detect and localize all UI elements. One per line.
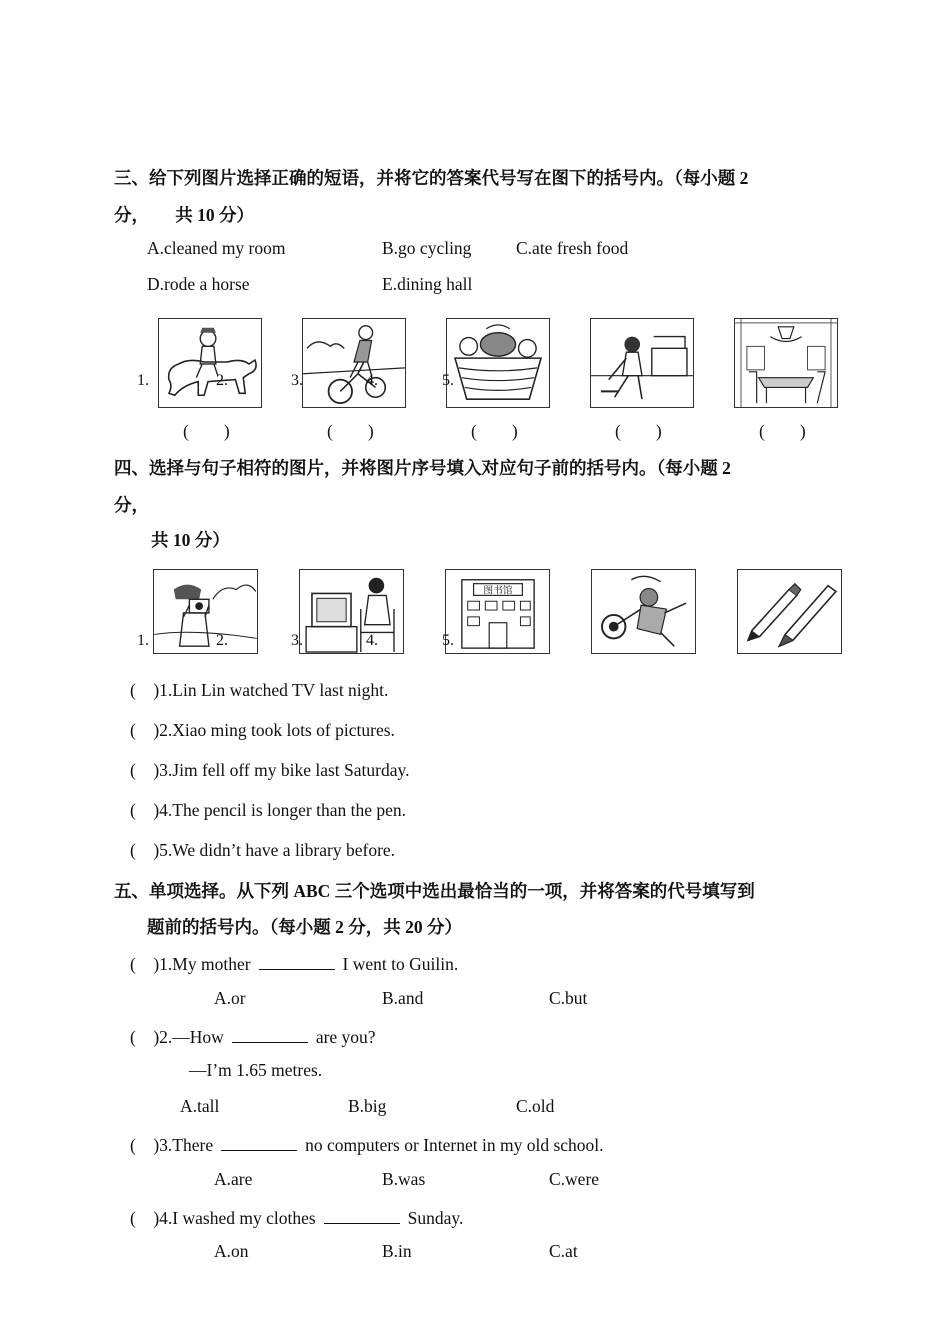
fruit-basket-icon (446, 318, 550, 408)
section3-title-line1: 三、给下列图片选择正确的短语，并将它的答案代号写在图下的括号内。（每小题 2 (114, 168, 749, 188)
s4-sentence-1: ( )1.Lin Lin watched TV last night. (130, 680, 389, 700)
q2-option-a: A.tall (180, 1096, 220, 1116)
q3-option-a: A.are (214, 1169, 253, 1189)
bike-fall-icon (591, 569, 696, 654)
q2-option-c: C.old (516, 1096, 555, 1116)
q2-option-b: B.big (348, 1096, 387, 1116)
option-c: C.ate fresh food (516, 238, 629, 258)
camera-photo-icon (153, 569, 258, 654)
option-d: D.rode a horse (147, 274, 250, 294)
horse-riding-icon (158, 318, 262, 408)
option-e: E.dining hall (382, 274, 473, 294)
s3-number-1: 1. (137, 372, 149, 389)
pen-pencil-icon (737, 569, 842, 654)
q2-blank[interactable] (232, 1028, 308, 1043)
dining-hall-icon (734, 318, 838, 408)
q4-option-a: A.on (214, 1241, 249, 1261)
cycling-icon (302, 318, 406, 408)
library-sign-text: 图书馆 (483, 585, 513, 597)
s4-number-2: 2. (216, 632, 228, 649)
s3-number-2: 2. (216, 372, 228, 389)
q4-post: Sunday. (407, 1208, 464, 1228)
cleaning-room-icon (590, 318, 694, 408)
s4-sentence-2: ( )2.Xiao ming took lots of pictures. (130, 720, 395, 740)
q2-stem (130, 1024, 376, 1049)
section5-title-line2: 题前的括号内。（每小题 2 分，共 20 分） (147, 917, 462, 937)
q4-option-b: B.in (382, 1241, 412, 1261)
q4-option-c: C.at (549, 1241, 578, 1261)
s4-number-5: 5. (442, 632, 454, 649)
section5-title-line1: 五、单项选择。从下列 ABC 三个选项中选出最恰当的一项，并将答案的代号填写到 (114, 881, 755, 901)
s4-sentence-3: ( )3.Jim fell off my bike last Saturday. (130, 760, 410, 780)
s4-number-1: 1. (137, 632, 149, 649)
option-b: B.go cycling (382, 238, 472, 258)
section4-title-line3: 共 10 分） (151, 530, 230, 550)
q4-pre: ( )4.I washed my clothes (130, 1208, 316, 1228)
answer-paren-5[interactable]: ( ) (759, 421, 806, 441)
s4-number-4: 4. (366, 632, 378, 649)
q3-option-c: C.were (549, 1169, 600, 1189)
s3-number-4: 4. (366, 372, 378, 389)
answer-paren-1[interactable]: ( ) (183, 421, 230, 441)
s3-number-5: 5. (442, 372, 454, 389)
q1-option-b: B.and (382, 988, 424, 1008)
q3-pre: ( )3.There (130, 1135, 214, 1155)
q3-stem (130, 1132, 604, 1157)
q1-option-c: C.but (549, 988, 588, 1008)
section4-title-line2: 分， (114, 495, 149, 515)
q1-pre: ( )1.My mother (130, 954, 251, 974)
section3-title-line2: 分， 共 10 分） (114, 205, 254, 225)
q3-blank[interactable] (221, 1136, 297, 1151)
answer-paren-4[interactable]: ( ) (615, 421, 662, 441)
answer-paren-2[interactable]: ( ) (327, 421, 374, 441)
q1-blank[interactable] (259, 955, 335, 970)
answer-paren-3[interactable]: ( ) (471, 421, 518, 441)
q2-reply: —I’m 1.65 metres. (189, 1060, 323, 1080)
s4-sentence-5: ( )5.We didn’t have a library before. (130, 840, 396, 860)
q3-option-b: B.was (382, 1169, 426, 1189)
q1-post: I went to Guilin. (342, 954, 459, 974)
option-a: A.cleaned my room (147, 238, 286, 258)
q3-post: no computers or Internet in my old school. (305, 1135, 604, 1155)
s3-number-3: 3. (291, 372, 303, 389)
s4-number-3: 3. (291, 632, 303, 649)
q1-stem (130, 951, 458, 976)
q4-stem (130, 1205, 463, 1230)
section4-title-line1: 四、选择与句子相符的图片，并将图片序号填入对应句子前的括号内。（每小题 2 (114, 458, 731, 478)
watching-tv-icon (299, 569, 404, 654)
s4-sentence-4: ( )4.The pencil is longer than the pen. (130, 800, 407, 820)
q4-blank[interactable] (324, 1209, 400, 1224)
q1-option-a: A.or (214, 988, 246, 1008)
q2-pre: ( )2.—How (130, 1027, 224, 1047)
q2-post: are you? (315, 1027, 376, 1047)
library-building-icon (445, 569, 550, 654)
